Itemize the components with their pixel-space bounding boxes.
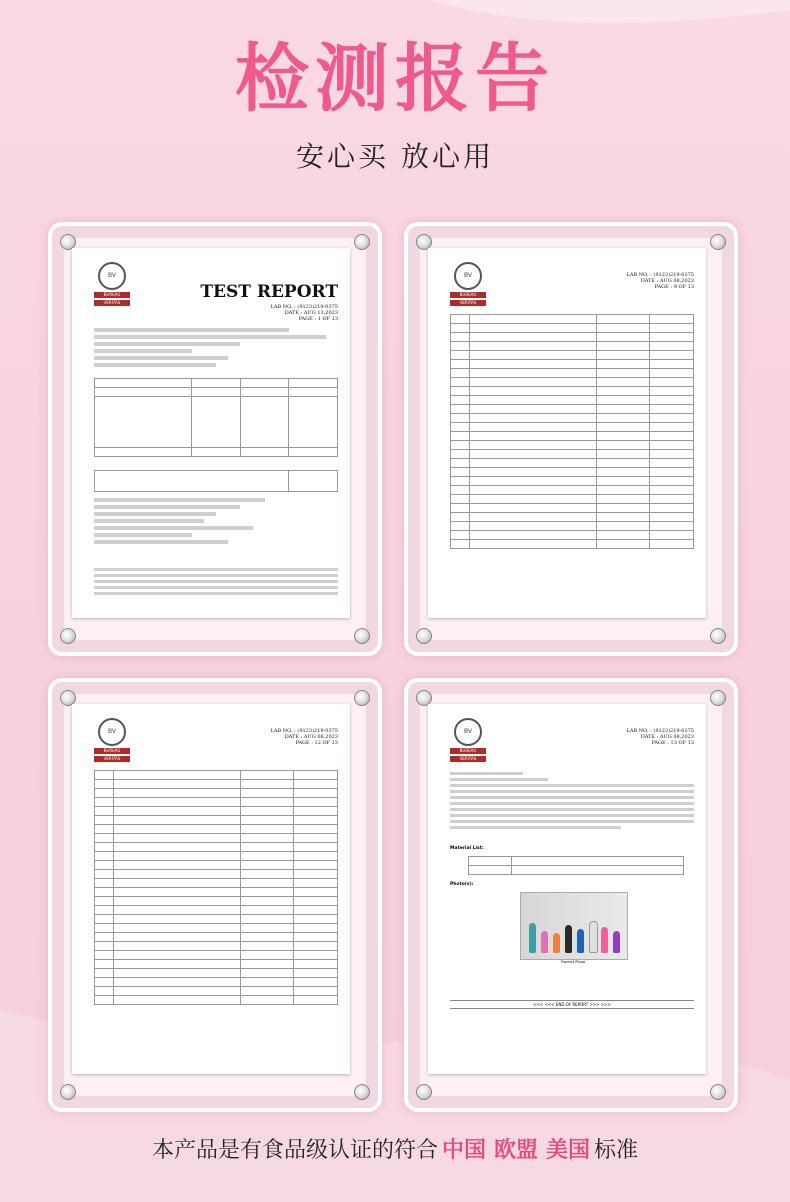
report-header-info: LAB NO. : (9123)219-0375 DATE : AUG 13,2023 PAGE : 1 OF 13	[270, 304, 338, 322]
photos-label: Photo(s):	[450, 882, 474, 887]
pin-icon	[416, 1084, 432, 1100]
report-header-info: LAB NO. : (9123)219-0375 DATE : AUG 08,2023 PAGE : 13 OF 13	[626, 728, 694, 746]
bureau-veritas-logo: BV BUREAU VERITAS	[450, 718, 486, 762]
report-page-1	[72, 248, 350, 618]
page-title: 检测报告	[235, 36, 555, 122]
bureau-veritas-logo: BV BUREAU VERITAS	[450, 262, 486, 306]
sample-table	[94, 378, 338, 457]
pin-icon	[60, 628, 76, 644]
report-page-9	[428, 248, 706, 618]
page-subtitle: 安心买 放心用	[296, 140, 494, 173]
material-table	[468, 856, 684, 875]
bureau-veritas-logo: BV BUREAU VERITAS	[94, 262, 130, 306]
footer-statement: 本产品是有食品级认证的符合 中国 欧盟 美国 标准	[151, 1138, 639, 1163]
pin-icon	[354, 628, 370, 644]
summary-table	[94, 470, 338, 492]
pin-icon	[710, 690, 726, 706]
pin-icon	[354, 690, 370, 706]
report-text-block	[94, 328, 338, 370]
report-page-12	[72, 704, 350, 1074]
report-heading: TEST REPORT	[200, 282, 338, 302]
pin-icon	[354, 234, 370, 250]
report-frame-4	[404, 678, 738, 1112]
report-remarks	[450, 772, 694, 832]
pin-icon	[710, 1084, 726, 1100]
material-list-label: Material List:	[450, 846, 484, 851]
report-frame-2	[404, 222, 738, 656]
pin-icon	[416, 628, 432, 644]
report-header-info: LAB NO. : (9123)219-0375 DATE : AUG 08,2023 PAGE : 9 OF 13	[626, 272, 694, 290]
pin-icon	[710, 234, 726, 250]
report-header-info: LAB NO. : (9123)219-0375 DATE : AUG 08,2023 PAGE : 12 OF 13	[270, 728, 338, 746]
report-notes	[94, 498, 338, 547]
substance-table	[94, 770, 338, 1005]
pin-icon	[710, 628, 726, 644]
end-of-report: <<< <<< END OF REPORT >>> >>>	[450, 1000, 694, 1009]
substance-table	[450, 314, 694, 549]
report-frame-3	[48, 678, 382, 1112]
report-page-13	[428, 704, 706, 1074]
report-frame-1	[48, 222, 382, 656]
pin-icon	[60, 1084, 76, 1100]
bureau-veritas-logo: BV BUREAU VERITAS	[94, 718, 130, 762]
pin-icon	[354, 1084, 370, 1100]
product-photo	[520, 892, 628, 960]
report-fine-print	[94, 568, 338, 598]
product-photo-caption: Product Photo	[560, 960, 586, 964]
